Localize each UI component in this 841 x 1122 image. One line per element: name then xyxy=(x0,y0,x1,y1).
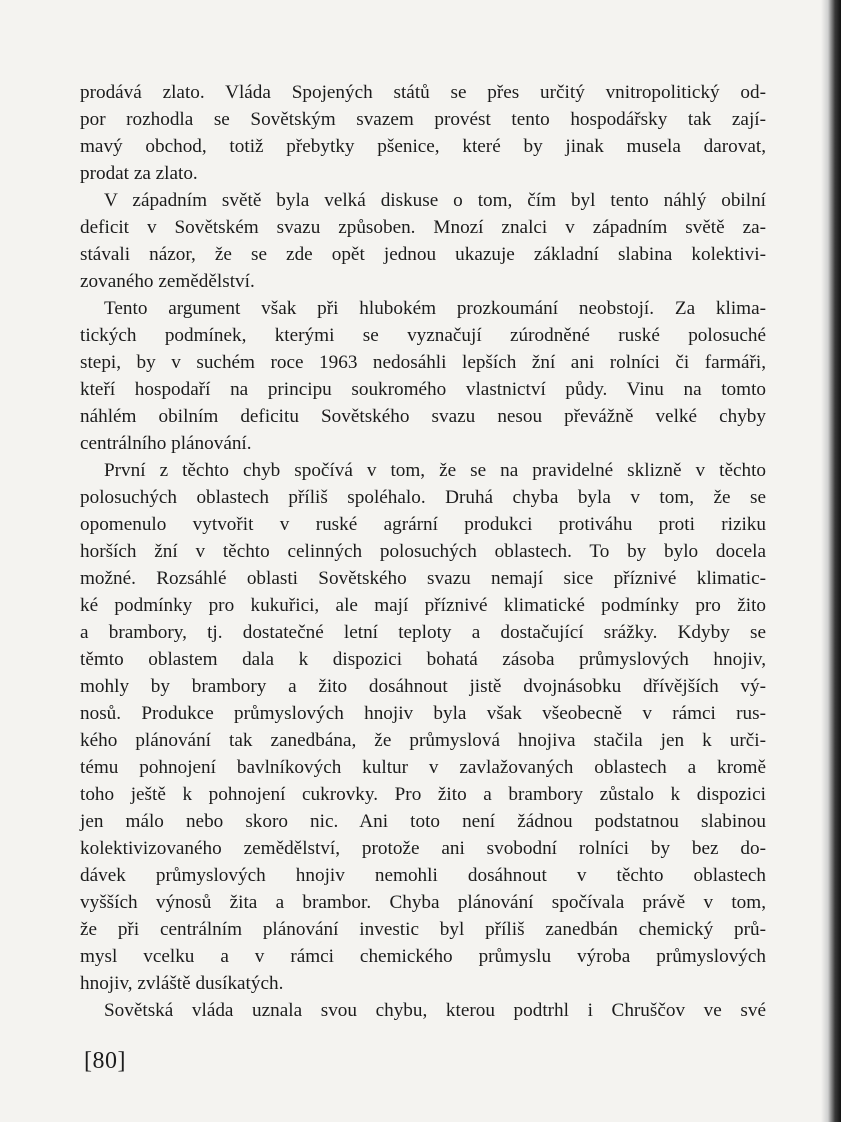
text-line: vyšších výnosů žita a brambor. Chyba plánování spočívala právě v tom, xyxy=(80,892,766,913)
text-line: stávali názor, že se zde opět jednou ukazuje základní slabina kolektivi- xyxy=(80,244,766,265)
text-line: mysl vcelku a v rámci chemického průmyslu výroba průmyslových xyxy=(80,946,766,967)
text-line: zovaného zemědělství. xyxy=(80,271,255,292)
text-line: jen málo nebo skoro nic. Ani toto není žádnou podstatnou slabinou xyxy=(80,811,766,832)
text-line: možné. Rozsáhlé oblasti Sovětského svazu nemají sice příznivé klimatic- xyxy=(80,568,766,589)
text-line: Sovětská vláda uznala svou chybu, kterou podtrhl i Chruščov ve své xyxy=(104,1000,766,1021)
text-line: dávek průmyslových hnojiv nemohli dosáhnout v těchto oblastech xyxy=(80,865,766,886)
page-number: [80] xyxy=(84,1048,126,1074)
text-line: prodává zlato. Vláda Spojených států se přes určitý vnitropolitický od- xyxy=(80,82,766,103)
text-line: kteří hospodaří na principu soukromého vlastnictví půdy. Vinu na tomto xyxy=(80,379,766,400)
text-line: opomenulo vytvořit v ruské agrární produkci protiváhu proti riziku xyxy=(80,514,766,535)
text-line: por rozhodla se Sovětským svazem provést tento hospodářsky tak zají- xyxy=(80,109,766,130)
text-line: horších žní v těchto celinných polosuchých oblastech. To by bylo docela xyxy=(80,541,766,562)
text-line: ké podmínky pro kukuřici, ale mají příznivé klimatické podmínky pro žito xyxy=(80,595,766,616)
text-line: stepi, by v suchém roce 1963 nedosáhli lepších žní ani rolníci či farmáři, xyxy=(80,352,766,373)
text-line: hnojiv, zvláště dusíkatých. xyxy=(80,973,284,994)
text-line: že při centrálním plánování investic byl příliš zanedbán chemický prů- xyxy=(80,919,766,940)
text-line: prodat za zlato. xyxy=(80,163,198,184)
text-line: nosů. Produkce průmyslových hnojiv byla však všeobecně v rámci rus- xyxy=(80,703,766,724)
text-line: První z těchto chyb spočívá v tom, že se na pravidelné sklizně v těchto xyxy=(104,460,766,481)
text-line: Tento argument však při hlubokém prozkoumání neobstojí. Za klima- xyxy=(104,298,766,319)
text-line: centrálního plánování. xyxy=(80,433,252,454)
page-binding-shadow xyxy=(821,0,841,1122)
text-line: kého plánování tak zanedbána, že průmyslová hnojiva stačila jen k urči- xyxy=(80,730,766,751)
text-line: tému pohnojení bavlníkových kultur v zavlažovaných oblastech a kromě xyxy=(80,757,766,778)
text-line: náhlém obilním deficitu Sovětského svazu nesou převážně velké chyby xyxy=(80,406,766,427)
text-line: polosuchých oblastech příliš spoléhalo. Druhá chyba byla v tom, že se xyxy=(80,487,766,508)
text-line: V západním světě byla velká diskuse o tom, čím byl tento náhlý obilní xyxy=(104,190,766,211)
text-line: kolektivizovaného zemědělství, protože ani svobodní rolníci by bez do- xyxy=(80,838,766,859)
text-line: tických podmínek, kterými se vyznačují zúrodněné ruské polosuché xyxy=(80,325,766,346)
text-line: mavý obchod, totiž přebytky pšenice, které by jinak musela darovat, xyxy=(80,136,766,157)
text-line: deficit v Sovětském svazu způsoben. Mnozí znalci v západním světě za- xyxy=(80,217,766,238)
text-line: mohly by brambory a žito dosáhnout jistě dvojnásobku dřívějších vý- xyxy=(80,676,766,697)
text-line: těmto oblastem dala k dispozici bohatá zásoba průmyslových hnojiv, xyxy=(80,649,766,670)
text-line: a brambory, tj. dostatečné letní teploty a dostačující srážky. Kdyby se xyxy=(80,622,766,643)
body-text xyxy=(80,79,766,1024)
text-line: toho ještě k pohnojení cukrovky. Pro žito a brambory zůstalo k dispozici xyxy=(80,784,766,805)
